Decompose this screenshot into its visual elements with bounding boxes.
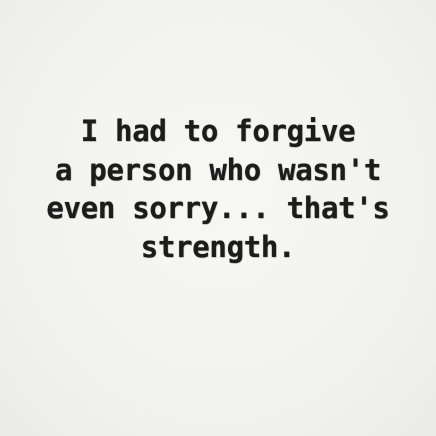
quote-line-2: a person who wasn't — [54, 152, 382, 187]
quote-text — [0, 112, 436, 266]
quote-line-3: even sorry... that's — [46, 191, 390, 225]
quote-line-1: I had to forgive — [80, 114, 356, 148]
quote-line-4: strength. — [140, 229, 296, 264]
